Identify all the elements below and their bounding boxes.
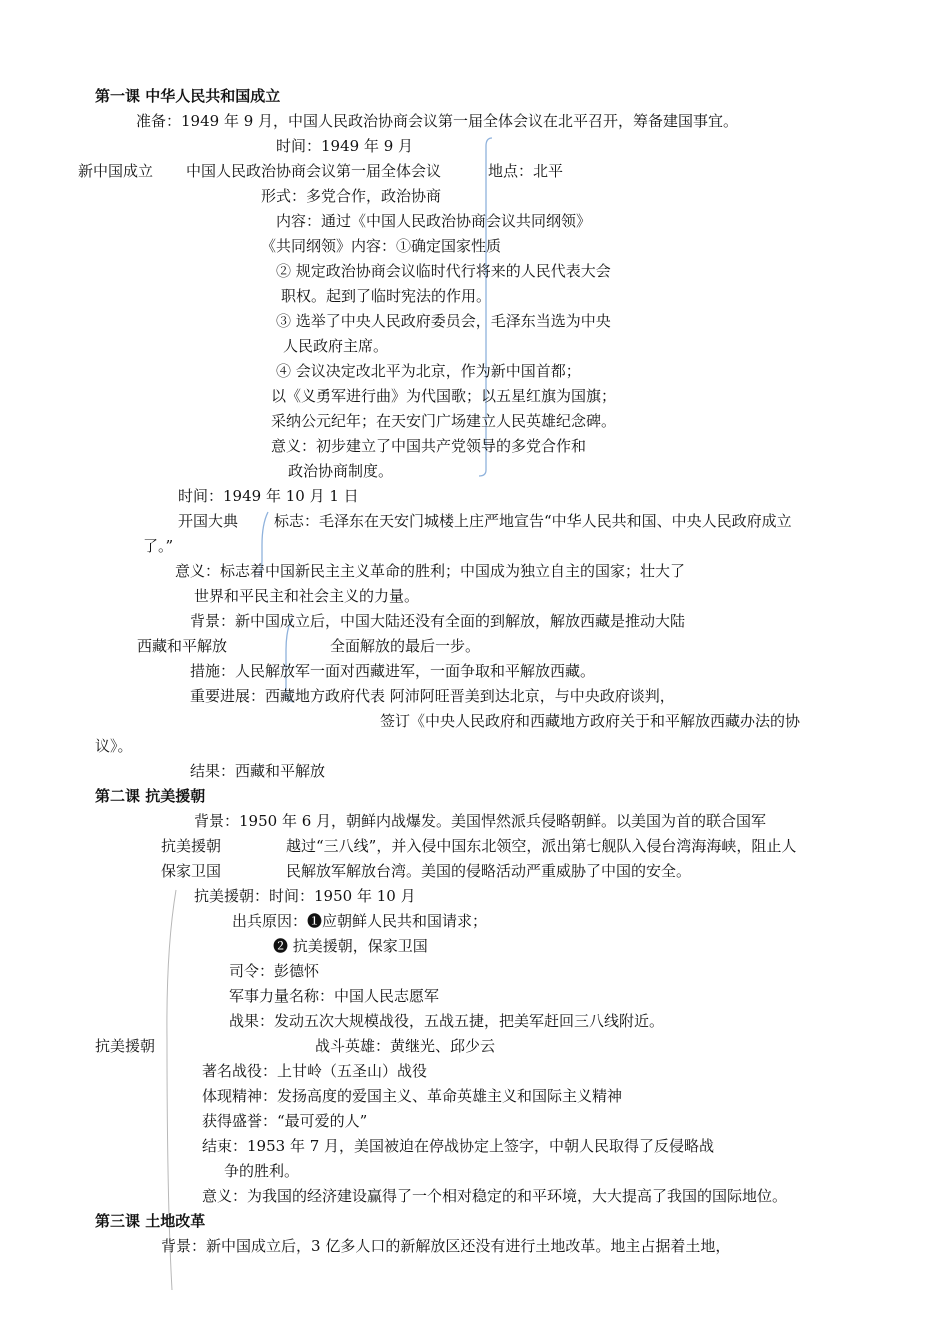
korea-background-b: 越过“三八线”，并入侵中国东北领空，派出第七舰队入侵台湾海海峡，阻止人 xyxy=(286,837,797,855)
korea-end-a: 结束：1953 年 7 月，美国被迫在停战协定上签字，中朝人民取得了反侵略战 xyxy=(202,1137,715,1155)
korea-meaning: 意义：为我国的经济建设赢得了一个相对稳定的和平环境，大大提高了我国的国际地位。 xyxy=(202,1187,788,1205)
program-item-3a: ③ 选举了中央人民政府委员会，毛泽东当选为中央 xyxy=(276,312,611,330)
cppcc-label: 中国人民政治协商会议第一届全体会议 xyxy=(186,162,442,180)
ceremony-meaning-a: 意义：标志着中国新民主主义革命的胜利；中国成为独立自主的国家；壮大了 xyxy=(175,562,686,580)
bracket-korea xyxy=(167,890,176,1290)
tibet-measure: 措施：人民解放军一面对西藏进军，一面争取和平解放西藏。 xyxy=(190,662,596,680)
korea-force: 军事力量名称：中国人民志愿军 xyxy=(229,987,440,1005)
cppcc-meaning-a: 意义：初步建立了中国共产党领导的多党合作和 xyxy=(271,437,587,455)
lesson-1-title: 第一课 中华人民共和国成立 xyxy=(95,87,281,105)
ceremony-label: 开国大典 xyxy=(178,512,239,530)
korea-background-c: 民解放军解放台湾。美国的侵略活动严重威胁了中国的安全。 xyxy=(286,862,692,880)
tibet-result: 结果：西藏和平解放 xyxy=(190,762,326,780)
korea-side-label-b: 保家卫国 xyxy=(161,862,222,880)
cppcc-content: 内容：通过《中国人民政治协商会议共同纲领》 xyxy=(276,212,592,230)
prep-line: 准备：1949 年 9 月，中国人民政治协商会议第一届全体会议在北平召开，筹备建国事宜。 xyxy=(136,112,739,130)
korea-honor: 获得盛誉：“最可爱的人” xyxy=(202,1112,368,1130)
anthem-line: 以《义勇军进行曲》为代国歌；以五星红旗为国旗； xyxy=(271,387,617,405)
ceremony-mark-a: 标志：毛泽东在天安门城楼上庄严地宣告“中华人民共和国、中央人民政府成立 xyxy=(274,512,792,530)
cppcc-meaning-b: 政治协商制度。 xyxy=(288,462,394,480)
lesson-2-title: 第二课 抗美援朝 xyxy=(95,787,206,805)
tibet-progress-a: 重要进展：西藏地方政府代表 阿沛阿旺晋美到达北京，与中央政府谈判， xyxy=(190,687,675,705)
korea-commander: 司令：彭德怀 xyxy=(229,962,320,980)
cppcc-form: 形式：多党合作，政治协商 xyxy=(261,187,442,205)
korea-result: 战果：发动五次大规模战役，五战五捷，把美军赶回三八线附近。 xyxy=(229,1012,665,1030)
korea-reason-2: ❷ 抗美援朝，保家卫国 xyxy=(273,937,428,955)
ceremony-mark-b: 了。” xyxy=(143,537,174,555)
program-item-1: 《共同纲领》内容：①确定国家性质 xyxy=(261,237,502,255)
ceremony-time: 时间：1949 年 10 月 1 日 xyxy=(178,487,359,505)
korea-side-label-a: 抗美援朝 xyxy=(161,837,222,855)
program-item-2a: ② 规定政治协商会议临时代行将来的人民代表大会 xyxy=(276,262,611,280)
tibet-progress-c: 议》。 xyxy=(95,737,133,755)
tibet-background-b: 全面解放的最后一步。 xyxy=(330,637,481,655)
korea-reason-1: 出兵原因：❶应朝鲜人民共和国请求； xyxy=(232,912,488,930)
land-reform-background: 背景：新中国成立后，3 亿多人口的新解放区还没有进行土地改革。地主占据着土地， xyxy=(161,1237,731,1255)
tibet-progress-b: 签订《中央人民政府和西藏地方政府关于和平解放西藏办法的协 xyxy=(380,712,801,730)
korea-background-a: 背景：1950 年 6 月，朝鲜内战爆发。美国悍然派兵侵略朝鲜。以美国为首的联合国军 xyxy=(194,812,767,830)
cppcc-time: 时间：1949 年 9 月 xyxy=(276,137,414,155)
program-item-2b: 职权。起到了临时宪法的作用。 xyxy=(281,287,492,305)
tibet-label: 西藏和平解放 xyxy=(137,637,228,655)
new-china-label: 新中国成立 xyxy=(78,162,154,180)
korea-end-b: 争的胜利。 xyxy=(224,1162,300,1180)
lesson-3-title: 第三课 土地改革 xyxy=(95,1212,206,1230)
program-item-3b: 人民政府主席。 xyxy=(283,337,389,355)
program-item-4: ④ 会议决定改北平为北京，作为新中国首都； xyxy=(276,362,581,380)
tibet-background-a: 背景：新中国成立后，中国大陆还没有全面的到解放，解放西藏是推动大陆 xyxy=(190,612,686,630)
korea-time: 抗美援朝：时间：1950 年 10 月 xyxy=(194,887,416,905)
ceremony-meaning-b: 世界和平民主和社会主义的力量。 xyxy=(194,587,420,605)
cppcc-place: 地点：北平 xyxy=(488,162,564,180)
korea-battle: 著名战役：上甘岭（五圣山）战役 xyxy=(202,1062,428,1080)
korea-main-label: 抗美援朝 xyxy=(95,1037,156,1055)
korea-spirit: 体现精神：发扬高度的爱国主义、革命英雄主义和国际主义精神 xyxy=(202,1087,623,1105)
calendar-line: 采纳公元纪年；在天安门广场建立人民英雄纪念碑。 xyxy=(271,412,617,430)
korea-heroes: 战斗英雄：黄继光、邱少云 xyxy=(315,1037,496,1055)
